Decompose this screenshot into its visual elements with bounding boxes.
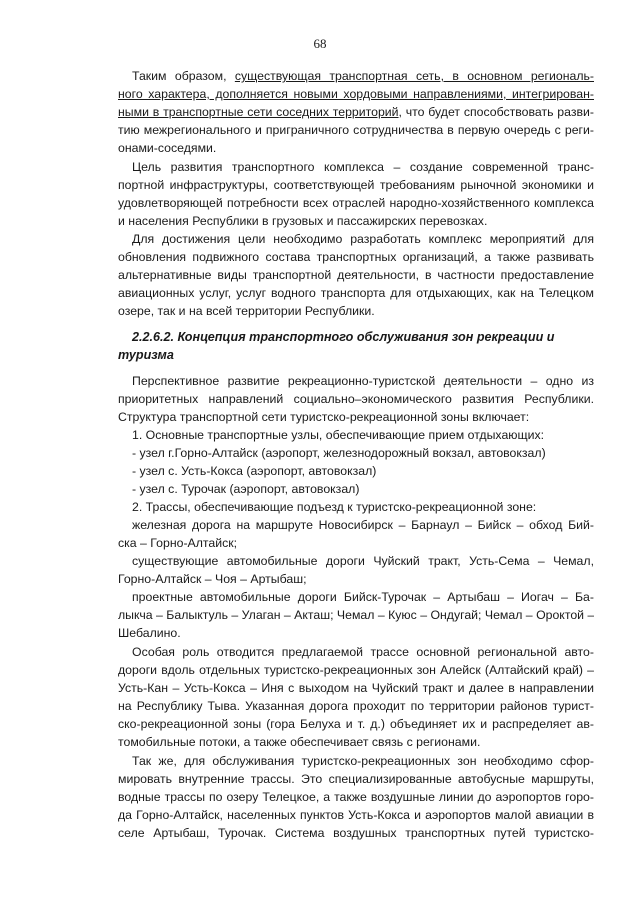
- paragraph-line: железная дорога на маршруте Новосибирск – Барнаул – Бийск – обход Бий-: [132, 518, 594, 532]
- list-item: 2. Трассы, обеспечивающие подъезд к туристско-рекреационной зоне:: [132, 500, 537, 514]
- paragraph-line: водные трассы по озеру Телецкое, а также воздушные линии до аэропортов горо-: [118, 790, 594, 804]
- paragraph-line: селе Артыбаш, Турочак. Система воздушных транспортных путей туристско-: [118, 826, 594, 840]
- paragraph-line: [118, 85, 594, 103]
- paragraph-line: ска – Горно-Алтайск;: [118, 536, 238, 550]
- underlined-text: ного характера, дополняется новыми хордовыми направлениями, интегрирован-: [118, 87, 594, 101]
- paragraph-line: Для достижения цели необходимо разработать комплекс мероприятий для: [132, 232, 594, 246]
- paragraph-line: Усть-Кан – Усть-Кокса – Иня с выходом на Чуйский тракт и далее в направлении: [118, 681, 594, 695]
- paragraph-line: Горно-Алтайск – Чоя – Артыбаш;: [118, 572, 307, 586]
- paragraph-line: Таким образом, существующая транспортная сеть, в основном региональ-: [132, 69, 594, 83]
- paragraph-line: и населения Республики в грузовых и пассажирских перевозках.: [118, 214, 488, 228]
- paragraph-line: на Республику Тыва. Указанная дорога проходит по территории районов турист-: [118, 699, 594, 713]
- paragraph-line: приоритетных направлений социально–экономического развития Республики.: [118, 392, 594, 406]
- paragraph-line: онами-соседями.: [118, 141, 217, 155]
- paragraph-line: ско-рекреационной зоны (гора Белуха и т. д.) объединяет их и распределяет ав-: [118, 717, 594, 731]
- paragraph-line: Так же, для обслуживания туристско-рекреационных зон необходимо сфор-: [132, 754, 594, 768]
- list-item: 1. Основные транспортные узлы, обеспечивающие прием отдыхающих:: [132, 428, 545, 442]
- paragraph-line: портной инфраструктуры, соответствующей требованиям рыночной экономики и: [118, 178, 594, 192]
- paragraph-line: альтернативные виды транспортной деятельности, в частности предоставление: [118, 268, 594, 282]
- paragraph-line: авиационных услуг, услуг водного транспорта для отдыхающих, как на Телецком: [118, 286, 594, 300]
- paragraph-line: томобильные потоки, а также обеспечивает связь с регионами.: [118, 735, 481, 749]
- paragraph-line: лыкча – Балыктуль – Улаган – Акташ; Чемал – Куюс – Ондугай; Чемал – Ороктой –: [118, 608, 594, 622]
- paragraph-line: проектные автомобильные дороги Бийск-Турочак – Артыбаш – Иогач – Ба-: [132, 590, 594, 604]
- section-heading: туризма: [118, 348, 174, 362]
- list-item: - узел г.Горно-Алтайск (аэропорт, железнодорожный вокзал, автовокзал): [132, 446, 546, 460]
- underlined-text: существующая транспортная сеть, в основном региональ-: [234, 69, 594, 83]
- paragraph-line: обновления подвижного состава транспортных организаций, а также развивать: [118, 250, 594, 264]
- paragraph-line: Особая роль отводится предлагаемой трассе основной региональной авто-: [132, 645, 594, 659]
- paragraph-line: ными в транспортные сети соседних территорий, что будет способствовать разви-: [118, 105, 594, 119]
- paragraph-line: дороги вдоль отдельных туристско-рекреационных зон Алейск (Алтайский край) –: [118, 663, 594, 677]
- paragraph-line: озере, так и на всей территории Республики.: [118, 304, 375, 318]
- paragraph-line: Цель развития транспортного комплекса – создание современной транс-: [132, 160, 594, 174]
- underlined-text: ными в транспортные сети соседних территорий: [118, 105, 399, 119]
- paragraph-line: удовлетворяющей потребности всех отраслей народно-хозяйственного комплекса: [118, 196, 594, 210]
- paragraph-line: тию межрегионального и приграничного сотрудничества в первую очередь с реги-: [118, 123, 594, 137]
- list-item: - узел с. Усть-Кокса (аэропорт, автовокзал): [132, 464, 377, 478]
- paragraph-line: мировать внутренние трассы. Это специализированные автобусные маршруты,: [118, 772, 594, 786]
- paragraph-line: Шебалино.: [118, 626, 181, 640]
- list-item: - узел с. Турочак (аэропорт, автовокзал): [132, 482, 360, 496]
- paragraph-line: да Горно-Алтайск, населенных пунктов Усть-Кокса и аэропортов малой авиации в: [118, 808, 594, 822]
- section-heading: 2.2.6.2. Концепция транспортного обслуживания зон рекреации и: [132, 330, 555, 344]
- paragraph-line: Структура транспортной сети туристско-рекреационной зоны включает:: [118, 410, 530, 424]
- paragraph-line: существующие автомобильные дороги Чуйский тракт, Усть-Сема – Чемал,: [132, 554, 594, 568]
- paragraph-line: Перспективное развитие рекреационно-туристской деятельности – одно из: [132, 374, 594, 388]
- page-number: 68: [313, 36, 327, 51]
